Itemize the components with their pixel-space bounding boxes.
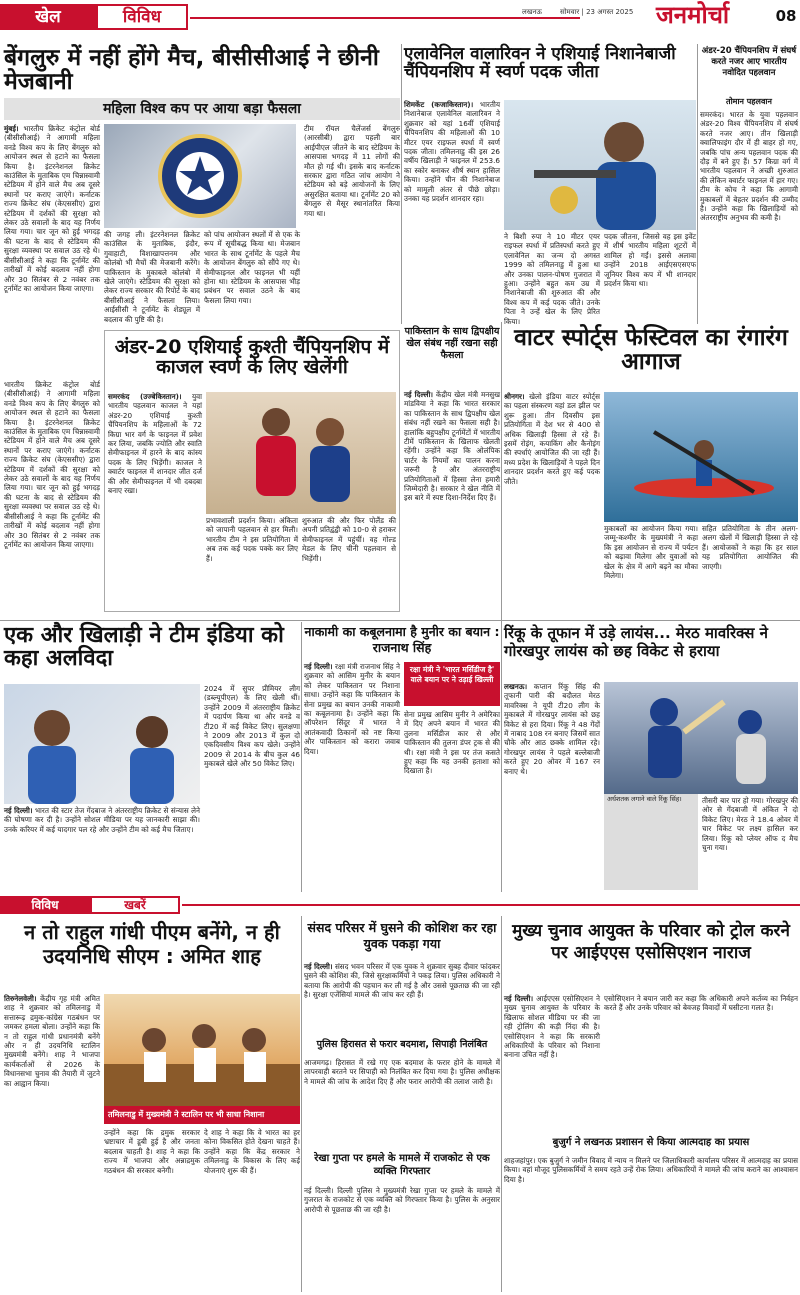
elavenil-photo (504, 100, 696, 230)
story8-body-text: रक्षा मंत्री राजनाथ सिंह ने शुक्रवार को आसिम मुनीर के बयान को लेकर पाकिस्तान पर निशाना साधा। उन्होंने कहा कि पाकिस्तान के सेना प्रमुख का बयान उनकी नाकामी का कबूलनामा है। उन्होंने कहा कि ऑपरेशन सिंदूर में भारत ने आतंकवादी ठिकानों को नष्ट किया और पाकिस्तान को करारा जवाब दिया। (304, 662, 400, 756)
story7-col2-text: 2024 में सुपर प्रीमियर लीग (डब्ल्यूपीएल) के लिए खेली थीं। उन्होंने 2009 में अंतरराष्ट्रीय क्रिकेट में पदार्पण किया था और वनडे व टी20 में कई विकेट लिए। (204, 684, 300, 731)
story12-body (504, 994, 600, 1134)
kayaker-icon (604, 392, 798, 522)
story1-col1-text: भारतीय क्रिकेट कंट्रोल बोर्ड (बीसीसीआई) ने आगामी महिला वनडे विश्व कप के लिए बेंगलुरु को आयोजन स्थल से हटाने का फैसला किया है। इंटरनेशनल क्रिकेट काउंसिल के मुताबिक एम चिन्नास्वामी स्टेडियम में होने वाले मैच अब दूसरे स्थानों पर कराए जाएंगे। कर्नाटक राज्य क्रिकेट संघ (केएससीए) द्वारा स्टेडियम में दर्शकों की सुरक्षा को लेकर उठे सवालों के बाद यह निर्णय लिया गया। चार जून को हुई भगदड़ की घटना के बाद से स्टेडियम की सुरक्षा व्यवस्था पर सवाल उठ रहे थे। बीसीसीआई ने कहा कि टूर्नामेंट की तारीखों में कोई बदलाव नहीं होगा और 30 सितंबर से 2 नवंबर तक टूर्नामेंट का आयोजन किया जाएगा। (4, 124, 100, 293)
story2-col1-text: भारतीय निशानेबाज एलावेनिल वालारिवन ने शुक्रवार को यहां 16वीं एशियाई चैंपियनशिप की महिलाओं की 10 मीटर एयर राइफल स्पर्धा में स्वर्ण पदक जीता। तमिलनाडु की इस 26 वर्षीय खिलाड़ी ने फाइनल में 253.6 का स्कोर बनाकर शीर्ष स्थान हासिल किया। उन्होंने चीन की निशानेबाज को मामूली अंतर से पीछे छोड़ा। उनका यह प्रदर्शन शानदार रहा। (404, 100, 500, 204)
story10-headline: न तो राहुल गांधी पीएम बनेंगे, न ही उदयनिधि सीएम : अमित शाह (24, 920, 280, 968)
story8-body (304, 662, 400, 890)
story4-dateline: नई दिल्ली। (404, 390, 434, 399)
story7-col2 (204, 684, 300, 890)
story11-body3: नई दिल्ली। दिल्ली पुलिस ने मुख्यमंत्री रेखा गुप्ता पर हमले के मामले में गुजरात के राजकोट से एक व्यक्ति को गिरफ्तार किया है। पुलिस के अनुसार आरोपी से पूछताछ की जा रही है। (304, 1186, 500, 1214)
story9-headline: रिंकू के तूफान में उड़े लायंस... मेरठ मावरिक्स ने गोरखपुर लायंस को छह विकेट से हराया (504, 624, 768, 660)
section-tag-misc-2: विविध (0, 896, 90, 914)
story8-pullquote: रक्षा मंत्री ने 'भारत मर्सिडीज है' वाले बयान पर ने उड़ाई खिल्ली (404, 662, 500, 706)
story9-dateline: लखनऊ। (504, 682, 528, 691)
column-rule (301, 622, 302, 892)
story9-body (504, 682, 600, 890)
story1-col4: टीम रॉयल चैलेंजर्स बेंगलुरु (आरसीबी) द्वारा पहली बार आईपीएल जीतने के बाद स्टेडियम के आसपास भगदड़ में 11 लोगों की मौत हो गई थी। इसके बाद कर्नाटक सरकार द्वारा गठित जांच आयोग ने स्टेडियम को बड़े आयोजनों के लिए असुरक्षित बताया था। टूर्नामेंट 20 को बेंगलुरु से मैसूर स्थानांतरित किया गया था। (304, 124, 400, 218)
wrestlers-icon (206, 392, 396, 514)
story12-sub: बुजुर्ग ने लखनऊ प्रशासन से किया आत्मदाह का प्रयास (552, 1137, 750, 1148)
story5-subhead: तोमान पहलवान (726, 97, 772, 106)
story8-col2: सेना प्रमुख आसिम मुनीर ने अमेरिका में दिए अपने बयान में भारत की तुलना मर्सिडीज कार से और पाकिस्तान की तुलना डंपर ट्रक से की थी। रक्षा मंत्री ने इस पर तंज कसते हुए कहा कि यह उनकी हताशा को दिखाता है। (404, 710, 500, 776)
rally-stage-icon (104, 994, 300, 1106)
story6-body (504, 392, 600, 612)
masthead-logo: जनमोर्चा (656, 0, 730, 29)
story11-dateline: नई दिल्ली। (304, 962, 333, 971)
story11-sub2: रेखा गुप्ता पर हमले के मामले में राजकोट से एक व्यक्ति गिरफ्तार (314, 1153, 490, 1177)
story11-body-text: संसद भवन परिसर में एक युवक ने शुक्रवार सुबह दीवार फांदकर घुसने की कोशिश की, जिसे सुरक्षाकर्मियों ने पकड़ लिया। पुलिस अधिकारी ने बताया कि आरोपी की पहचान कर ली गई है और उससे पूछताछ की जा रही है। सुरक्षा एजेंसियां मामले की जांच कर रही हैं। (304, 962, 500, 1000)
section-tag-news: खबरें (90, 896, 180, 914)
story4-body (404, 390, 500, 612)
story7-body-text: भारत की स्टार तेज गेंदबाज ने अंतरराष्ट्रीय क्रिकेट से संन्यास लेने की घोषणा कर दी है। उन्होंने सोशल मीडिया पर यह जानकारी साझा की। उनके करियर में कई यादगार पल रहे और उन्होंने टीम को कई मैच जिताए। (4, 806, 200, 834)
shooter-figure-icon (504, 100, 696, 230)
story5-headline: अंडर-20 चैंपियनशिप में संघर्ष करते नजर आए भारतीय नवोदित पहलवान (701, 46, 797, 78)
story2-caption: पदक जीतना, जिससे वह इस इवेंट में शीर्ष भारतीय महिला शूटरों में शामिल हो गईं। इससे अलावा उन्होंने 2018 आईएसएसएफ जूनियर विश्व कप में भी शानदार प्रदर्शन किया था। (604, 232, 696, 289)
story1-headline: बेंगलुरु में नहीं होंगे मैच, बीसीसीआई ने छीनी मेजबानी (4, 45, 379, 96)
cricketer-icon (4, 684, 200, 804)
row-rule (0, 620, 800, 621)
story9-body-text: कप्तान रिंकू सिंह की तूफानी पारी की बदौलत मेरठ मावरिक्स ने यूपी टी20 लीग के मुकाबले में गोरखपुर लायंस को छह विकेट से हरा दिया। रिंकू ने 48 गेंदों में नाबाद 108 रन बनाए जिसमें सात चौके और आठ छक्के शामिल रहे। गोरखपुर लायंस ने पहले बल्लेबाजी करते हुए 20 ओवर में 167 रन बनाए थे। (504, 682, 600, 776)
batsman-icon (604, 682, 798, 794)
story10-body-text: केंद्रीय गृह मंत्री अमित शाह ने शुक्रवार को तमिलनाडु में सत्तारूढ़ द्रमुक-कांग्रेस गठबंधन पर जमकर हमला बोला। उन्होंने कहा कि न तो राहुल गांधी प्रधानमंत्री बनेंगे और न ही उदयनिधि स्टालिन मुख्यमंत्री बनेंगे। शाह ने भाजपा कार्यकर्ताओं से 2026 के विधानसभा चुनाव की तैयारी में जुटने का आह्वान किया। (4, 994, 100, 1088)
column-rule (301, 916, 302, 1292)
story1-subhead: महिला विश्व कप पर आया बड़ा फैसला (4, 98, 400, 120)
story3-col2: प्रभावशाली प्रदर्शन किया। अंकिता को जापानी पहलवान से हार मिली। भारतीय टीम ने इस प्रतियोगिता में अब तक कई पदक पक्के कर लिए हैं। (206, 516, 298, 563)
band2-rule (182, 904, 800, 906)
bcci-logo-photo (104, 124, 296, 228)
story11-headline: संसद परिसर में घुसने की कोशिश कर रहा युवक पकड़ा गया (307, 920, 497, 951)
story1-col2: की जगह ली। इंटरनेशनल क्रिकेट काउंसिल के मुताबिक, इंदौर, गुवाहाटी, विशाखापत्तनम और कोलंबो भी मैचों की मेजबानी करेंगे। पाकिस्तान के मुकाबले कोलंबो में खेले जाएंगे। स्टेडियम की सुरक्षा को लेकर राज्य सरकार की रिपोर्ट के बाद बीसीसीआई ने फैसला लिया। आईसीसी ने टूर्नामेंट के शेड्यूल में बदलाव की पुष्टि की है। (104, 230, 200, 324)
story6-body-text: खेलो इंडिया वाटर स्पोर्ट्स का पहला संस्करण यहां डल झील पर शुरू हुआ। तीन दिवसीय इस प्रतियोगिता में देश भर से 400 से अधिक खिलाड़ी हिस्सा ले रहे हैं। इसमें रोइंग, कयाकिंग और कैनोइंग की स्पर्धाएं आयोजित की जा रही हैं। मध्य प्रदेश के खिलाड़ियों ने पहले दिन शानदार प्रदर्शन करते हुए कई पदक जीते। (504, 392, 600, 486)
story7-headline: एक और खिलाड़ी ने टीम इंडिया को कहा अलविदा (4, 623, 284, 672)
column-rule (501, 916, 502, 1292)
story10-dateline: तिरुनेलवेली। (4, 994, 37, 1003)
column-rule (501, 322, 502, 892)
story7-col3-text: सुलक्षणा ने 2009 और 2013 में कुल दो एकदिवसीय विश्व कप खेले। उन्होंने 2009 से 2014 के बीच कुल 46 मुकाबले खेले और 50 विकेट लिए। (204, 721, 300, 769)
column-rule (697, 44, 698, 324)
story10-caption: तमिलनाडु में मुख्यमंत्री ने स्टालिन पर भी साधा निशाना (104, 1106, 300, 1124)
story2-headline: एलावेनिल वालारिवन ने एशियाई निशानेबाजी चैंपियनशिप में स्वर्ण पदक जीता (404, 44, 676, 82)
story8-headline: नाकामी का कबूलनामा है मुनीर का बयान : राजनाथ सिंह (304, 624, 500, 655)
story1-continued: भारतीय क्रिकेट कंट्रोल बोर्ड (बीसीसीआई) ने आगामी महिला वनडे विश्व कप के लिए बेंगलुरु को आयोजन स्थल से हटाने का फैसला किया है। इंटरनेशनल क्रिकेट काउंसिल के मुताबिक एम चिन्नास्वामी स्टेडियम में होने वाले मैच अब दूसरे स्थानों पर कराए जाएंगे। कर्नाटक राज्य क्रिकेट संघ (केएससीए) द्वारा स्टेडियम में दर्शकों की सुरक्षा को लेकर उठे सवालों के बाद यह निर्णय लिया गया। चार जून को हुई भगदड़ की घटना के बाद से स्टेडियम की सुरक्षा व्यवस्था पर सवाल उठ रहे थे। बीसीसीआई ने कहा कि टूर्नामेंट की तारीखों में कोई बदलाव नहीं होगा और 30 सितंबर से 2 नवंबर तक टूर्नामेंट का आयोजन किया जाएगा। (4, 380, 100, 549)
bcci-emblem-icon (104, 124, 296, 228)
story12-headline: मुख्य चुनाव आयुक्त के परिवार को ट्रोल करने पर आईएएस एसोसिएशन नाराज (512, 921, 790, 963)
story9-col2: तीसरी बार पार हो गया। गोरखपुर की ओर से गेंदबाजी में अंकित ने दो विकेट लिए। मेरठ ने 18.4 ओवर में चार विकेट पर लक्ष्य हासिल कर लिया। रिंकू को प्लेयर ऑफ द मैच चुना गया। (702, 796, 798, 853)
story4-headline: पाकिस्तान के साथ द्विपक्षीय खेल संबंध नहीं रखना सही फैसला (404, 326, 500, 361)
story1-col3: को पांच आयोजन स्थलों में से एक के रूप में सूचीबद्ध किया था। मेजबान भारत के साथ टूर्नामेंट के पहले मैच के आयोजन बेंगलुरु को सौंपे गए थे। सेमीफाइनल और फाइनल भी यहीं होना था। स्टेडियम के आसपास भीड़ प्रबंधन पर सवाल उठने के बाद फैसला लिया गया। (204, 230, 300, 305)
story2-col1 (404, 100, 500, 320)
section-tag-misc: विविध (96, 4, 188, 30)
story7-dateline: नई दिल्ली। (4, 806, 33, 815)
story10-body (4, 994, 100, 1290)
amit-shah-photo (104, 994, 300, 1106)
story12-body-text: आईएएस एसोसिएशन ने मुख्य चुनाव आयुक्त के परिवार के खिलाफ सोशल मीडिया पर की जा रही ट्रोलिंग की कड़ी निंदा की है। एसोसिएशन ने कहा कि सरकारी अधिकारियों के परिवार को निशाना बनाना उचित नहीं है। (504, 994, 600, 1060)
story3-col3: शुरुआत की और फिर पोलैंड की अपनी प्रतिद्वंद्वी को 10-0 से हराकर सेमीफाइनल में पहुंचीं। वह गोल्ड मेडल के लिए चीनी पहलवान से भिड़ेंगी। (302, 516, 396, 563)
story3-headline: अंडर-20 एशियाई कुश्ती चैंपियनशिप में काजल स्वर्ण के लिए खेलेंगी (114, 336, 390, 378)
story1-dateline: मुंबई। (4, 124, 19, 133)
story3-col1 (108, 392, 202, 608)
kayak-photo (604, 392, 798, 522)
column-rule (401, 44, 402, 324)
wrestling-photo (206, 392, 396, 514)
story11-body (304, 962, 500, 1036)
story11-sub1: पुलिस हिरासत से फरार बदमाश, सिपाही निलंबित (316, 1039, 488, 1050)
rinku-photo (604, 682, 798, 794)
header-city: लखनऊ (522, 8, 542, 16)
story2-col2: ने बिशी रुपा ने 10 मीटर एयर राइफल स्पर्धा में प्रतिस्पर्धा करते हुए एलावेनिल का जन्म दो अगस्त 1999 को तमिलनाडु में हुआ था और उनका पालन-पोषण गुजरात में हुआ। उन्होंने बहुत कम उम्र में निशानेबाजी की शुरुआत की और विश्व कप में कई पदक जीते। उनके पिता ने उन्हें खेल के लिए प्रेरित किया। (504, 232, 600, 326)
story10-col2: उन्होंने कहा कि द्रमुक सरकार भ्रष्टाचार में डूबी हुई है और जनता बदलाव चाहती है। शाह ने कहा कि राज्य में भाजपा और अन्नाद्रमुक गठबंधन की सरकार बनेगी। (104, 1128, 200, 1175)
story5-body: समरकंद। भारत के युवा पहलवान अंडर-20 विश्व चैंपियनशिप में संघर्ष करते नजर आए। तीन खिलाड़ी क्वालिफाइंग दौर में ही बाहर हो गए, जबकि पांच अन्य पहलवान पदक की दौड़ में बने हुए हैं। 57 किग्रा वर्ग में भारतीय पहलवान ने अच्छी शुरुआत की लेकिन क्वार्टर फाइनल में हार गए। टीम के कोच ने कहा कि आगामी मुकाबलों में बेहतर प्रदर्शन की उम्मीद है। उन्होंने कहा कि खिलाड़ियों को अंतरराष्ट्रीय अनुभव की कमी है। (700, 110, 798, 223)
story12-col2: एसोसिएशन ने बयान जारी कर कहा कि अधिकारी अपने कर्तव्य का निर्वहन करते हैं और उनके परिवार को बेवजह विवादों में घसीटना गलत है। (604, 994, 798, 1013)
story12-body2: शाहजहांपुर। एक बुजुर्ग ने जमीन विवाद में न्याय न मिलने पर जिलाधिकारी कार्यालय परिसर में आत्मदाह का प्रयास किया। वहां मौजूद पुलिसकर्मियों ने समय रहते उन्हें रोक लिया। अधिकारियों ने मामले की जांच कराने का आश्वासन दिया है। (504, 1156, 798, 1184)
story10-col3: दे शाह ने कहा कि वे भारत का हर कोना विकसित होते देखना चाहते हैं। उन्होंने कहा कि केंद्र सरकार ने तमिलनाडु के विकास के लिए कई योजनाएं शुरू की हैं। (204, 1128, 300, 1175)
header-date: सोमवार | 23 अगस्त 2025 (560, 8, 634, 16)
story6-headline: वाटर स्पोर्ट्स फेस्टिवल का रंगारंग आगाज (514, 325, 788, 376)
story3-col1-text: युवा भारतीय पहलवान काजल ने यहां अंडर-20 एशियाई कुश्ती चैंपियनशिप के महिलाओं के 72 किग्रा भार वर्ग के फाइनल में प्रवेश कर लिया, जबकि ज्योति और स्वाति सेमीफाइनल में हारने के बाद कांस्य पदक के लिए भिड़ेंगी। काजल ने क्वार्टर फाइनल में शानदार जीत दर्ज की और सेमीफाइनल में भी दबदबा बनाए रखा। (108, 392, 202, 496)
story7-body (4, 806, 200, 890)
story1-col1 (4, 124, 100, 378)
story11-body2: आजमगढ़। हिरासत में रखे गए एक बदमाश के फरार होने के मामले में लापरवाही बरतने पर सिपाही को निलंबित कर दिया गया है। पुलिस अधीक्षक ने मामले की जांच के आदेश दिए हैं और फरार आरोपी की तलाश जारी है। (304, 1058, 500, 1086)
story4-body-text: केंद्रीय खेल मंत्री मनसुख मांडविया ने कहा कि भारत सरकार का पाकिस्तान के साथ द्विपक्षीय खेल संबंध नहीं रखने का फैसला सही है। हालांकि बहुपक्षीय टूर्नामेंटों में भारतीय टीमें पाकिस्तान के खिलाफ खेलती रहेंगी। उन्होंने कहा कि ओलंपिक चार्टर के नियमों का पालन करना जरूरी है और अंतरराष्ट्रीय प्रतियोगिताओं में हिस्सा लेना हमारी जिम्मेदारी है। सरकार ने खेल नीति में इस बारे में स्पष्ट दिशा-निर्देश दिए हैं। (404, 390, 500, 503)
section-tag-sports: खेल (0, 4, 96, 30)
story9-caption: अर्धशतक लगाने वाले रिंकू सिंह। (604, 794, 698, 890)
story6-dateline: श्रीनगर। (504, 392, 525, 401)
story6-col2: मुकाबलों का आयोजन किया गया। जम्मू-कश्मीर के मुख्यमंत्री ने कहा कि इस आयोजन से राज्य में पर्यटन को बढ़ावा मिलेगा और युवाओं को खेल के क्षेत्र में आगे बढ़ने का मौका मिलेगा। (604, 524, 698, 581)
story6-col3: सहित प्रतियोगिता के तीन अलग-अलग खेलों में खिलाड़ी हिस्सा ले रहे हैं। आयोजकों ने कहा कि हर साल यह प्रतियोगिता आयोजित की जाएगी। (702, 524, 798, 571)
story3-dateline: समरकंद (उज्बेकिस्तान)। (108, 392, 182, 401)
header-rule (190, 17, 580, 19)
story8-dateline: नई दिल्ली। (304, 662, 333, 671)
story2-dateline: शिमकेंट (कजाकिस्तान)। (404, 100, 474, 109)
page-number: 08 (775, 7, 797, 25)
story12-dateline: नई दिल्ली। (504, 994, 534, 1003)
cricketer-photo (4, 684, 200, 804)
